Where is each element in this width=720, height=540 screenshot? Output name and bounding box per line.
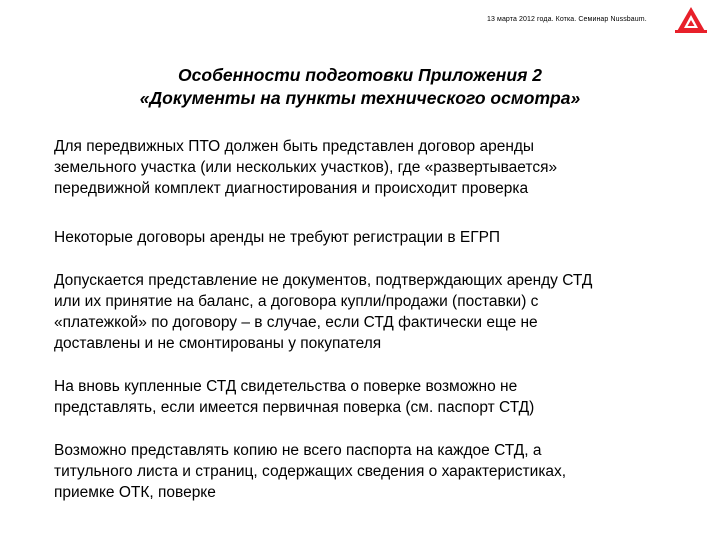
paragraph-passport-copy <box>54 440 694 503</box>
paragraph-line: представлять, если имеется первичная поверка (см. паспорт СТД) <box>54 399 535 416</box>
paragraph-line: Некоторые договоры аренды не требуют регистрации в ЕГРП <box>54 229 501 246</box>
slide-title <box>0 64 720 110</box>
title-line: Особенности подготовки Приложения 2 <box>178 65 542 85</box>
paragraph-line: титульного листа и страниц, содержащих сведения о характеристиках, <box>54 463 567 480</box>
paragraph-mobile-pto <box>54 136 694 199</box>
paragraph-line: Возможно представлять копию не всего паспорта на каждое СТД, а <box>54 442 542 459</box>
paragraph-verification-certificates <box>54 376 694 418</box>
paragraph-purchase-contract <box>54 270 694 354</box>
paragraph-line: или их принятие на баланс, а договора купли/продажи (поставки) с <box>54 293 539 310</box>
paragraph-line: Допускается представление не документов, подтверждающих аренду СТД <box>54 272 593 289</box>
header-date-text: 13 марта 2012 года. Котка. Семинар Nussbaum. <box>487 16 647 23</box>
paragraph-lease-registration <box>54 227 694 248</box>
paragraph-line: доставлены и не смонтированы у покупателя <box>54 335 382 352</box>
paragraph-line: На вновь купленные СТД свидетельства о поверке возможно не <box>54 378 518 395</box>
title-line: «Документы на пункты технического осмотра» <box>139 88 581 108</box>
paragraph-line: передвижной комплект диагностирования и происходит проверка <box>54 180 529 197</box>
paragraph-line: «платежкой» по договору – в случае, если СТД фактически еще не <box>54 314 538 331</box>
paragraph-line: Для передвижных ПТО должен быть представлен договор аренды <box>54 138 535 155</box>
paragraph-line: приемке ОТК, поверке <box>54 484 216 501</box>
paragraph-line: земельного участка (или нескольких участков), где «развертывается» <box>54 159 558 176</box>
red-triangle-a-logo-icon <box>675 6 707 34</box>
